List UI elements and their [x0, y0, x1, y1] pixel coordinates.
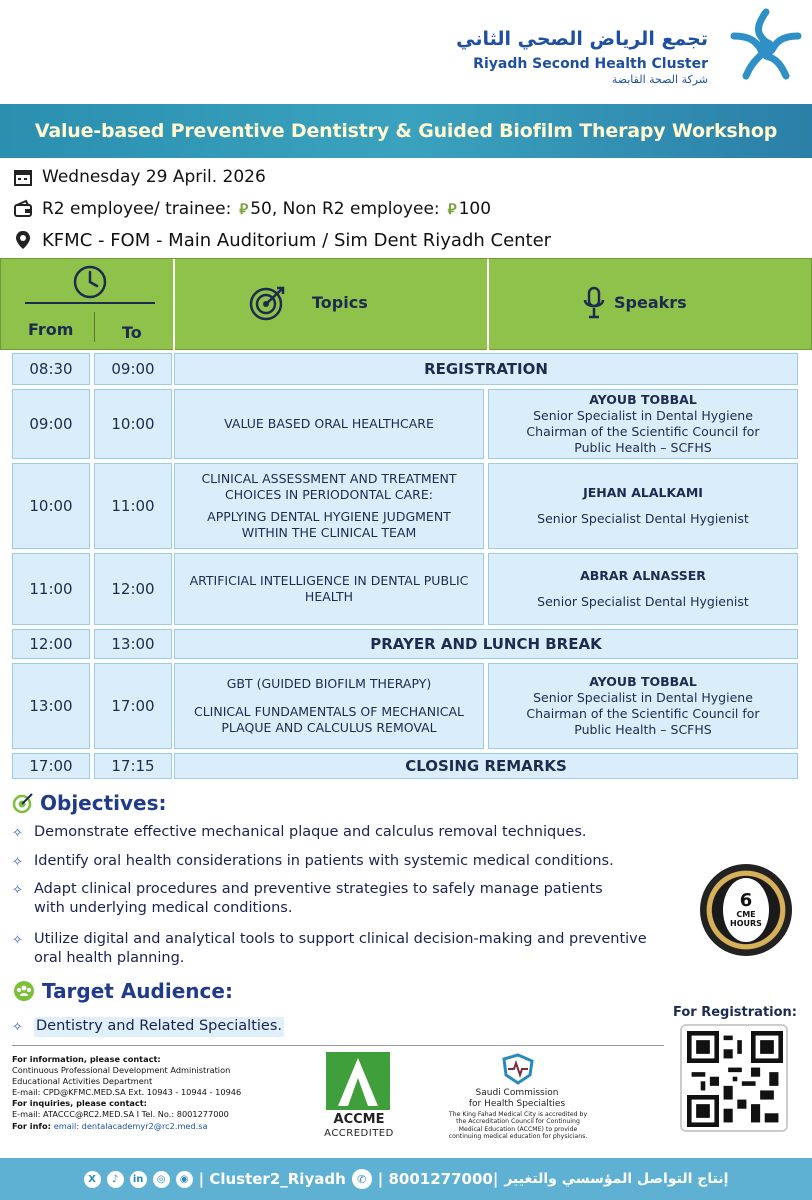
footer-credit-arabic: إنتاج التواصل المؤسسي والتغيير: [504, 1171, 729, 1187]
speaker-name: AYOUB TOBBAL: [589, 392, 697, 407]
location-pin-icon: [12, 229, 34, 251]
info-email: email: dentalacademyr2@rc2.med.sa: [53, 1121, 208, 1131]
sparkle-bullet-icon: ✧: [12, 883, 23, 898]
time-from: 09:00: [12, 389, 90, 459]
speaker-title: Senior Specialist in Dental Hygiene Chairman of the Scientific Council for Public Health – SCFHS: [526, 690, 760, 737]
speaker-title: Senior Specialist in Dental Hygiene Chairman of the Scientific Council for Public Health – SCFHS: [526, 408, 760, 455]
session-topic: VALUE BASED ORAL HEALTHCARE: [174, 389, 484, 459]
cme-hours-badge: [700, 864, 792, 956]
session-topic: ARTIFICIAL INTELLIGENCE IN DENTAL PUBLIC HEALTH: [174, 553, 484, 625]
microphone-icon: [582, 286, 606, 320]
session-registration: REGISTRATION: [174, 353, 798, 385]
contact-line: Educational Activities Department: [12, 1076, 153, 1086]
time-to: 12:00: [94, 553, 172, 625]
time-to: 11:00: [94, 463, 172, 549]
tiktok-icon[interactable]: ♪: [107, 1171, 124, 1188]
inquiries-line: E-mail: ATACCC@RC2.MED.SA I Tel. No.: 8001277000: [12, 1109, 229, 1119]
sparkle-bullet-icon: ✧: [12, 933, 23, 948]
wallet-icon: [12, 198, 34, 220]
time-to: 10:00: [94, 389, 172, 459]
audience-title: Target Audience:: [42, 979, 233, 1003]
session-subtopic: CLINICAL FUNDAMENTALS OF MECHANICAL PLAQUE AND CALCULUS REMOVAL: [193, 704, 465, 735]
org-name-english: Riyadh Second Health Cluster: [473, 56, 708, 72]
time-from: 10:00: [12, 463, 90, 549]
accme-name: ACCME: [333, 1112, 385, 1127]
time-to: 17:00: [94, 663, 172, 749]
time-from: 11:00: [12, 553, 90, 625]
scfhs-name: [452, 1088, 582, 1110]
fee-label: R2 employee/ trainee:: [42, 199, 232, 219]
speaker-title: Senior Specialist Dental Hygienist: [537, 511, 749, 526]
fee-value-nonr2: 100: [458, 199, 492, 219]
contact-block: [12, 1054, 241, 1132]
linkedin-icon[interactable]: in: [130, 1171, 147, 1188]
time-to: 17:15: [94, 753, 172, 779]
footer-handle: | Cluster2_Riyadh: [198, 1170, 346, 1188]
event-date: Wednesday 29 April. 2026: [42, 167, 266, 187]
workshop-title: Value-based Preventive Dentistry & Guided Biofilm Therapy Workshop: [34, 120, 778, 142]
session-topic-cell: [174, 463, 484, 549]
session-lunch-break: PRAYER AND LUNCH BREAK: [174, 629, 798, 659]
fee-value-r2: 50, Non R2 employee:: [250, 199, 440, 219]
time-divider: [25, 302, 155, 304]
time-from: 17:00: [12, 753, 90, 779]
calendar-icon: [12, 166, 34, 188]
divider: [12, 1045, 664, 1046]
time-from: 12:00: [12, 629, 90, 659]
audience-item: [12, 1017, 312, 1037]
time-to: 09:00: [94, 353, 172, 385]
objective-item: [12, 852, 672, 872]
speaker-title: Senior Specialist Dental Hygienist: [537, 594, 749, 609]
target-icon: [12, 792, 34, 814]
qr-code-icon: [687, 1031, 783, 1127]
contact-email: E-mail: CPD@KFMC.MED.SA Ext. 10943 - 10944 - 10946: [12, 1087, 242, 1097]
session-topic: GBT (GUIDED BIOFILM THERAPY): [226, 676, 432, 691]
contact-heading: For information, please contact:: [12, 1054, 161, 1064]
objective-item: [12, 823, 672, 843]
time-to: 13:00: [94, 629, 172, 659]
sparkle-bullet-icon: ✧: [12, 826, 23, 841]
title-banner: [0, 104, 812, 158]
riyal-icon: ⃁: [239, 199, 249, 218]
hours-label: HOURS: [730, 919, 762, 928]
col-topics: Topics: [312, 293, 368, 312]
time-divider: [94, 312, 95, 342]
cluster-logo-icon: [726, 6, 806, 86]
phone-icon: ✆: [352, 1169, 372, 1189]
objective-text: Adapt clinical procedures and preventive strategies to safely manage patients with underlying medical conditions.: [34, 881, 603, 916]
sparkle-bullet-icon: ✧: [12, 855, 23, 870]
clock-icon: [72, 264, 108, 300]
fee-row: [12, 198, 491, 220]
col-speakers: Speakrs: [614, 293, 687, 312]
accme-a-icon: [326, 1052, 390, 1110]
accreditation-note: The King Fahad Medical City is accredited by the Accreditation Council for Continuing Medical Education (ACCME) to provide continuing medical education for physicians.: [448, 1111, 588, 1141]
registration-label: For Registration:: [673, 1005, 798, 1020]
event-location: KFMC - FOM - Main Auditorium / Sim Dent Riyadh Center: [42, 229, 552, 251]
target-icon: [248, 284, 288, 322]
location-row: [12, 229, 551, 251]
session-topic: CLINICAL ASSESSMENT AND TREATMENT CHOICES IN PERIODONTAL CARE:: [201, 471, 457, 502]
session-topic-cell: [174, 663, 484, 749]
time-from: 13:00: [12, 663, 90, 749]
time-from: 08:30: [12, 353, 90, 385]
speaker-cell: [488, 553, 798, 625]
scfhs-logo-icon: [500, 1053, 536, 1085]
org-subtitle-arabic: شركة الصحة القابضة: [611, 73, 708, 86]
session-subtopic: APPLYING DENTAL HYGIENE JUDGMENT WITHIN THE CLINICAL TEAM: [207, 509, 451, 540]
objective-item: [12, 930, 672, 968]
riyal-icon: ⃁: [447, 199, 457, 218]
col-from: From: [28, 320, 74, 339]
sparkle-bullet-icon: ✧: [12, 1020, 23, 1035]
cme-label: CME: [736, 910, 756, 919]
objective-item: [12, 880, 612, 918]
scfhs-name-line: Saudi Commission: [475, 1088, 559, 1098]
objective-text: Identify oral health considerations in patients with systemic medical conditions.: [34, 853, 614, 869]
instagram-icon[interactable]: ◎: [153, 1171, 170, 1188]
org-name-arabic: تجمع الرياض الصحي الثاني: [456, 28, 708, 50]
speaker-cell: [488, 463, 798, 549]
speaker-cell: [488, 663, 798, 749]
snapchat-icon[interactable]: ◉: [176, 1171, 193, 1188]
info-label: For info:: [12, 1121, 54, 1131]
inquiries-heading: For inquiries, please contact:: [12, 1098, 147, 1108]
date-row: [12, 166, 266, 188]
footer-phone: | 8001277000|: [377, 1170, 499, 1188]
contact-line: Continuous Professional Development Administration: [12, 1065, 231, 1075]
cme-hours-number: 6: [739, 890, 753, 911]
accme-logo: [326, 1052, 390, 1110]
objectives-title: Objectives:: [40, 791, 167, 815]
col-to: To: [122, 323, 142, 342]
objectives-heading: [12, 791, 167, 815]
session-closing: CLOSING REMARKS: [174, 753, 798, 779]
footer-bar: [0, 1158, 812, 1200]
speaker-name: AYOUB TOBBAL: [589, 674, 697, 689]
speaker-name: ABRAR ALNASSER: [580, 568, 706, 583]
people-icon: [12, 980, 36, 1002]
objective-text: Demonstrate effective mechanical plaque and calculus removal techniques.: [34, 824, 587, 840]
speaker-cell: [488, 389, 798, 459]
scfhs-name-line: for Health Specialties: [468, 1099, 566, 1109]
audience-text: Dentistry and Related Specialties.: [34, 1017, 284, 1037]
objective-text: Utilize digital and analytical tools to support clinical decision-making and preventive oral health planning.: [34, 931, 647, 966]
speaker-name: JEHAN ALALKAMI: [583, 485, 703, 500]
registration-qr-code[interactable]: [680, 1024, 788, 1132]
audience-heading: [12, 979, 233, 1003]
x-icon[interactable]: X: [84, 1171, 101, 1188]
accme-accredited: ACCREDITED: [324, 1128, 394, 1139]
